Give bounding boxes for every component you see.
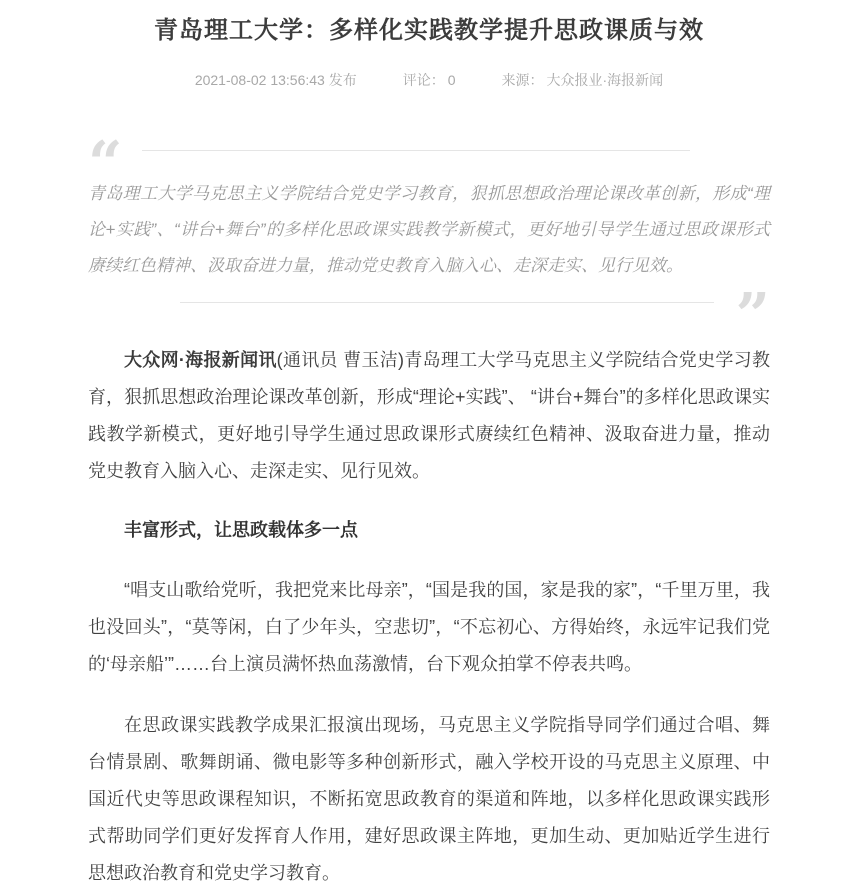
summary-quote-block xyxy=(88,129,770,351)
article-source xyxy=(502,70,664,90)
summary-quote-text: 青岛理工大学马克思主义学院结合党史学习教育，狠抓思想政治理论课改革创新，形成“理论+实践”、“讲台+舞台”的多样化思政课实践教学新模式，更好地引导学生通过思政课形式赓续红色精神、汲取奋进力量，推动党史教育入脑入心、走深走实、见行见效。 xyxy=(88,184,770,275)
source-name: 大众报业·海报新闻 xyxy=(546,72,664,88)
newswire-lead: 大众网·海报新闻讯 xyxy=(124,350,277,370)
comments-label: 评论： xyxy=(402,72,445,88)
open-quote-icon: “ xyxy=(88,129,123,199)
comments-count: 0 xyxy=(447,72,456,88)
quote-top-row xyxy=(88,129,770,199)
quote-bottom-row xyxy=(88,281,770,351)
paragraph-intro-text: (通讯员 曹玉洁)青岛理工大学马克思主义学院结合党史学习教育，狠抓思想政治理论课改革创新，形成“理论+实践”、 “讲台+舞台”的多样化思政课实践教学新模式，更好地引导学生通过思政课形式赓续红色精神、汲取奋进力量，推动党史教育入脑入心、走深走实、见行见效。 xyxy=(88,350,770,481)
source-label: 来源： xyxy=(501,72,544,88)
paragraph-intro xyxy=(88,342,770,490)
bottom-divider xyxy=(180,302,714,303)
section-subheading: 丰富形式，让思政载体多一点 xyxy=(124,520,358,540)
article-meta xyxy=(88,70,770,90)
article-page xyxy=(88,0,770,892)
page-title: 青岛理工大学：多样化实践教学提升思政课质与效 xyxy=(154,17,704,44)
close-quote-icon: ” xyxy=(735,281,770,351)
comments-counter xyxy=(403,70,456,90)
top-divider xyxy=(142,150,690,151)
paragraph-showcase: 在思政课实践教学成果汇报演出现场，马克思主义学院指导同学们通过合唱、舞台情景剧、歌舞朗诵、微电影等多种创新形式，融入学校开设的马克思主义原理、中国近代史等思政课程知识，不断拓宽思政教育的渠道和阵地，以多样化思政课实践形式帮助同学们更好发挥育人作用，建好思政课主阵地，更加生动、更加贴近学生进行思想政治教育和党史学习教育。 xyxy=(88,715,770,883)
publish-time: 2021-08-02 13:56:43 发布 xyxy=(194,72,357,88)
paragraph-performance: “唱支山歌给党听，我把党来比母亲”，“国是我的国，家是我的家”，“千里万里，我也没回头”，“莫等闲，白了少年头，空悲切”，“不忘初心、方得始终，永远牢记我们党的‘母亲船’”……台上演员满怀热血荡激情，台下观众拍掌不停表共鸣。 xyxy=(88,580,770,674)
